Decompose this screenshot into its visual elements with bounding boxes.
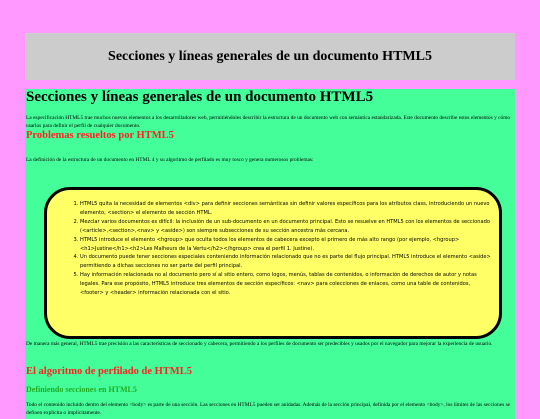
subsection-paragraph: Todo el contenido incluido dentro del elemento <body> es parte de una sección. Las secciones en HTML5 pueden ser anidadas. Además de la sección principal, definida por el elemento <body>, los límites de las secciones se definen explícita o implícitamente. (26, 402, 511, 416)
problems-intro-paragraph: La definición de la estructura de un documento en HTML 4 y su algoritmo de perfilado es muy tosco y genera numerosos problemas: (26, 157, 314, 163)
main-heading: Secciones y líneas generales de un documento HTML5 (26, 89, 374, 105)
content-panel (25, 89, 515, 419)
problems-list (47, 200, 499, 298)
summary-paragraph: De manera más general, HTML5 trae precisión a las características de seccionado y cabecera, permitiendo a los perfiles de documento ser predecibles y usados por el navegador para mejorar la experiencia de usuario. (26, 341, 493, 347)
list-item: 1. HTML5 quita la necesidad de elementos <div> para definir secciones semánticas sin definir valores específicos para los atributos class, introduciendo un nuevo elemento, <section> el elemento de sección HTML. (80, 200, 491, 218)
section-algorithm-heading: El algoritmo de perfilado de HTML5 (26, 366, 192, 377)
problems-callout-box (44, 187, 502, 339)
list-item: 5. Hay información relacionada no al documento pero sí al sitio entero, como logos, menús, tablas de contenidos, o información de derechos de autor y notas legales. Para ese propósito, HTML5 introduce tres elementos de sección específicos: <nav> para colecciones de enlaces, como una table de contenidos, <footer> y <header> información relacionada con el sitio. (80, 271, 491, 298)
list-item: 3. HTML5 introduce el elemento <hgroup> que oculta todos los elementos de cabecera excepto el primero de más alto rango (por ejemplo, <hgroup><h1>Justine</h1><h2>Les Malheurs de la Vertu</h2></hgroup> crea el perfil 1. Justine). (80, 236, 491, 254)
intro-paragraph: La especificación HTML5 trae muchos nuevos elementos a los desarrolladores web, permitiéndoles describir la estructura de un documento web con semántica estandarizada. Este documento describe estos elementos y cómo usarlos para definir el perfil de cualquier documento. (26, 115, 511, 129)
subsection-heading: Definiendo secciones en HTML5 (26, 385, 137, 394)
list-item: 4. Un documento puede tener secciones especiales conteniendo información relacionado que no es parte del flujo principal. HTML5 introduce el elemento <aside> permitiendo a dichas secciones no ser parte del perfil principal. (80, 253, 491, 271)
section-problems-heading: Problemas resueltos por HTML5 (26, 130, 174, 141)
list-item: 2. Mezclar varios documentos es difícil: la inclusión de un sub-documento en un documento principal. Esto se resuelve en HTML5 con los elementos de seccionado (<article>,<section>,<nav> y <aside>) son siempre subsecciones de su sección ancestra más cercana. (80, 218, 491, 236)
page-title: Secciones y líneas generales de un documento HTML5 (108, 48, 432, 64)
page-title-banner (25, 33, 515, 80)
